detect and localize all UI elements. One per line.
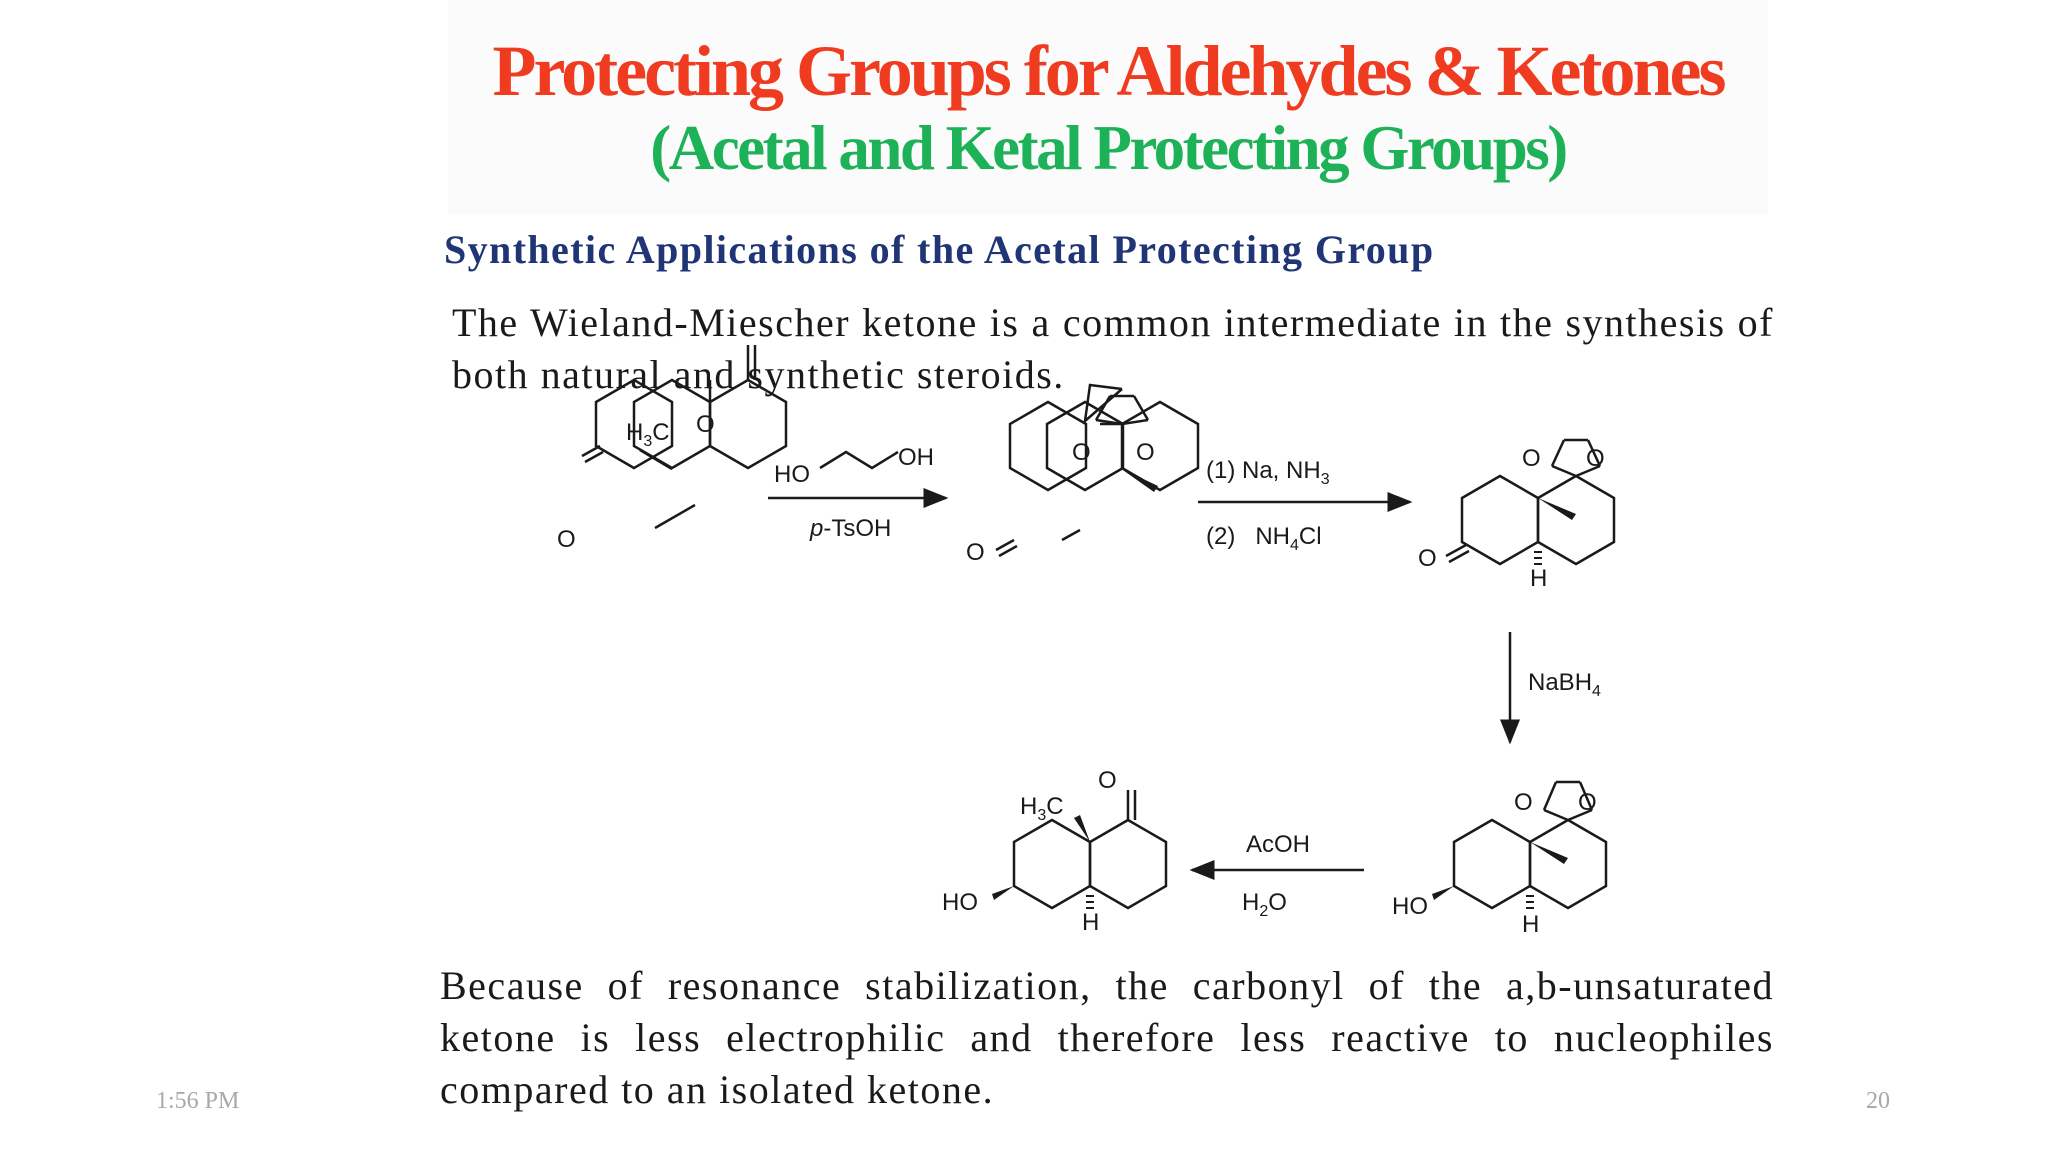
ethylene-glycol: [820, 452, 898, 468]
ho-wedge-5: [992, 886, 1014, 900]
hash-h-4: [1526, 896, 1534, 908]
atom-label-o-7: O: [1586, 445, 1605, 472]
atom-label-h3c-5: $H_3C$: [1020, 793, 1064, 824]
atom-label-o-2: O: [557, 526, 576, 553]
reagent-acoh: AcOH: [1246, 831, 1311, 858]
slide-title: Protecting Groups for Aldehydes & Ketones: [492, 31, 1724, 111]
atom-label-h-4: H: [1522, 911, 1540, 938]
reagent-na-nh3: (1) Na, $NH_3$: [1206, 457, 1330, 488]
atom-label-h-3: H: [1530, 565, 1548, 592]
footer-page-number: 20: [1866, 1088, 1890, 1114]
methyl-wedge-4: [1530, 842, 1568, 864]
atom-label-o-4: O: [1136, 439, 1155, 466]
hash-h-3: [1534, 552, 1542, 564]
wmk-bonds-extra: [655, 505, 695, 528]
ho-wedge-4: [1432, 886, 1454, 900]
atom-label-ho-4: HO: [1392, 893, 1428, 920]
section-heading: Synthetic Applications of the Acetal Protecting Group: [444, 227, 1435, 272]
atom-label-h3c-1: $H_3C$: [626, 419, 670, 450]
atom-label-o-1: O: [696, 411, 715, 438]
atom-label-o-8: O: [1418, 545, 1437, 572]
reagent-ho: HO: [774, 461, 810, 488]
atom-label-o-11: O: [1098, 767, 1117, 794]
atom-label-h-5: H: [1082, 909, 1100, 936]
dioxolane-ring-2: [1096, 396, 1148, 424]
atom-label-o-5: O: [966, 539, 985, 566]
atom-label-o-6: O: [1522, 445, 1541, 472]
catalyst-ptsoh: p-TsOH: [810, 515, 892, 542]
slide-subtitle: (Acetal and Ketal Protecting Groups): [650, 113, 1566, 183]
atom-label-o-9: O: [1514, 789, 1533, 816]
hash-h-5: [1086, 896, 1094, 908]
reagent-oh: OH: [898, 444, 934, 471]
reagent-nh4cl: (2) $NH_4Cl$: [1206, 523, 1322, 554]
intro-paragraph: The Wieland-Miescher ketone is a common intermediate in the synthesis of both natural and synthetic steroids.: [452, 300, 1774, 397]
ketal-enone: [996, 385, 1198, 556]
reagent-nabh4: NaBH$_4$: [1528, 669, 1601, 700]
atom-label-o-10: O: [1578, 789, 1597, 816]
methyl-wedge-3: [1538, 498, 1576, 520]
atom-label-ho-5: HO: [942, 889, 978, 916]
footer-time: 1:56 PM: [156, 1088, 240, 1114]
conclusion-paragraph: Because of resonance stabilization, the carbonyl of the a,b-unsaturated ketone is less electrophilic and therefore less reactive to nucleophiles compared to an isolated ketone.: [440, 963, 1774, 1112]
reagent-h2o: $H_2O$: [1242, 889, 1287, 920]
atom-label-o-3: O: [1072, 439, 1091, 466]
methyl-wedge-2: [1120, 468, 1158, 492]
wieland-miescher-ketone: [582, 345, 786, 520]
